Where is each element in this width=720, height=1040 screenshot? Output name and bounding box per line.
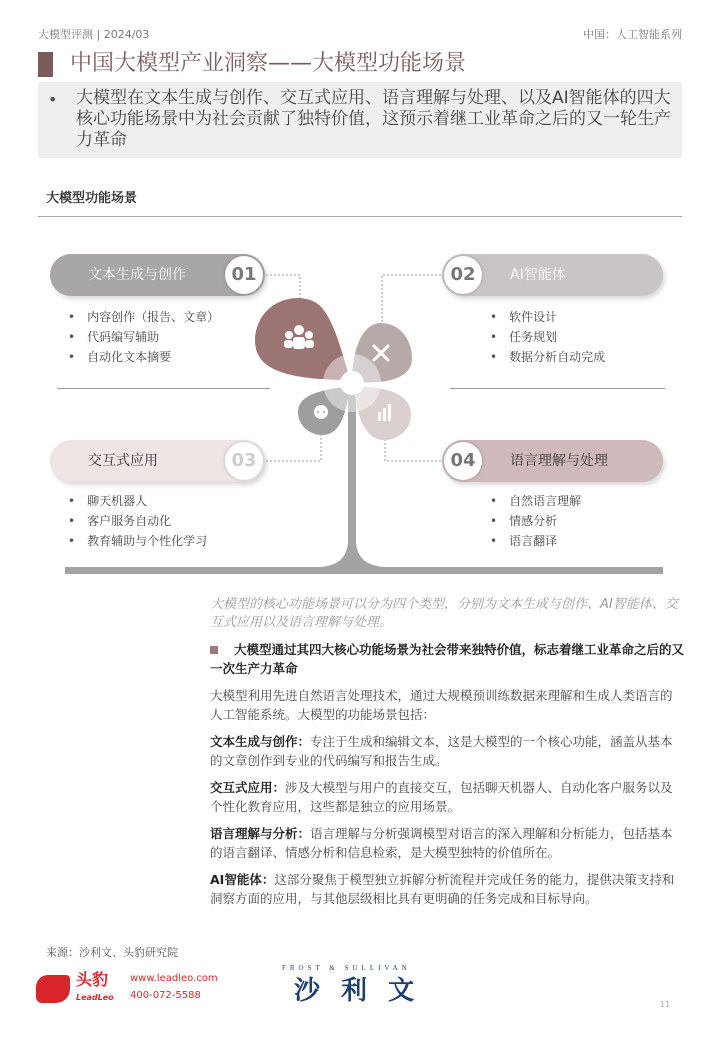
section-divider [38,216,682,217]
scene-number: 02 [444,256,482,294]
center-dot [340,371,364,395]
detail-term: AI智能体： [210,872,275,887]
detail-paragraph [210,732,684,770]
diagram-caption: 大模型的核心功能场景可以分为四个类型，分别为文本生成与创作、AI智能体、交互式应用以及语言理解与处理。 [210,597,678,630]
source-note: 来源：沙利文、头豹研究院 [46,946,178,959]
bullet-icon: • [48,90,58,109]
scene-01-list [68,307,219,367]
header-right: 中国：人工智能系列 [583,28,682,41]
phone-number: 400-072-5588 [130,990,201,1001]
scene-02-list [490,307,605,367]
scene-pill-01 [50,254,265,296]
detail-term: 语言理解与分析： [210,826,311,841]
section-title: 大模型功能场景 [46,191,138,206]
detail-paragraph [210,870,684,908]
leadleo-name: 头豹 [76,970,109,989]
detail-text: 语言理解与分析强调模型对语言的深入理解和分析能力，包括基本的语言翻译、情感分析和信息检索，是大模型独特的价值所在。 [210,826,673,860]
scene-label: 交互式应用 [88,453,158,469]
list-item: • 客户服务自动化 [68,511,207,531]
scene-label: 文本生成与创作 [88,267,186,283]
detail-paragraph [210,778,684,816]
scene-04-list [490,491,581,551]
scene-pill-02 [442,254,663,296]
scene-label: 语言理解与处理 [510,453,608,469]
list-item: • 教育辅助与个性化学习 [68,531,207,551]
page-number: 11 [660,1000,671,1009]
header-left: 大模型评测 | 2024/03 [38,28,150,41]
leadleo-en: LeadLeo [76,993,114,1002]
list-item: • 语言翻译 [490,531,581,551]
scene-number: 03 [225,442,263,480]
connector-03 [262,435,321,461]
list-item: • 情感分析 [490,511,581,531]
detail-text: 专注于生成和编辑文本，这是大模型的一个核心功能，涵盖从基本的文章创作到专业的代码编写和报告生成。 [210,734,673,768]
leadleo-logo-icon [36,975,70,1003]
scene-pill-03 [50,440,265,482]
scene-03-list [68,491,207,551]
intro-paragraph: 大模型利用先进自然语言处理技术，通过大规模预训练数据来理解和生成人类语言的人工智能系统。大模型的功能场景包括： [210,688,673,722]
chat-icon [314,405,328,419]
list-item: • 软件设计 [490,307,605,327]
key-point [210,640,684,678]
list-item: • 聊天机器人 [68,491,207,511]
scene-pill-04 [442,440,663,482]
divider-right [450,388,665,389]
body-text [210,596,684,916]
website-link[interactable]: www.leadleo.com [130,973,218,984]
frost-sullivan-logo: 沙 利 文 [294,976,421,1006]
detail-term: 文本生成与创作： [210,734,311,749]
list-item: • 任务规划 [490,327,605,347]
key-point-text: 大模型通过其四大核心功能场景为社会带来独特价值，标志着继工业革命之后的又一次生产力革命 [210,642,685,676]
frost-sullivan-wordmark: FROST & SULLIVAN [282,964,411,972]
detail-text: 涉及大模型与用户的直接交互，包括聊天机器人、自动化客户服务以及个性化教育应用，这些都是独立的应用场景。 [210,780,673,814]
list-item: • 内容创作（报告、文章） [68,307,219,327]
list-item: • 自动化文本摘要 [68,347,219,367]
title-marker [38,52,53,77]
detail-text: 这部分聚焦于模型独立拆解分析流程并完成任务的能力，提供决策支持和洞察方面的应用，与其他层级相比具有更明确的任务完成和目标导向。 [210,872,675,906]
list-item: • 自然语言理解 [490,491,581,511]
scene-number: 04 [444,442,482,480]
scene-number: 01 [225,256,263,294]
square-bullet-icon [210,646,218,654]
page-title: 中国大模型产业洞察——大模型功能场景 [70,51,467,76]
list-item: • 代码编写辅助 [68,327,219,347]
list-item: • 数据分析自动完成 [490,347,605,367]
divider-left [57,388,270,389]
connector-04 [385,440,445,461]
detail-term: 交互式应用： [210,780,286,795]
summary-text: 大模型在文本生成与创作、交互式应用、语言理解与处理、以及AI智能体的四大核心功能场景中为社会贡献了独特价值，这预示着继工业革命之后的又一轮生产力革命 [76,88,671,150]
summary-box [38,82,682,158]
detail-paragraph [210,824,684,862]
scene-label: AI智能体 [510,267,566,283]
